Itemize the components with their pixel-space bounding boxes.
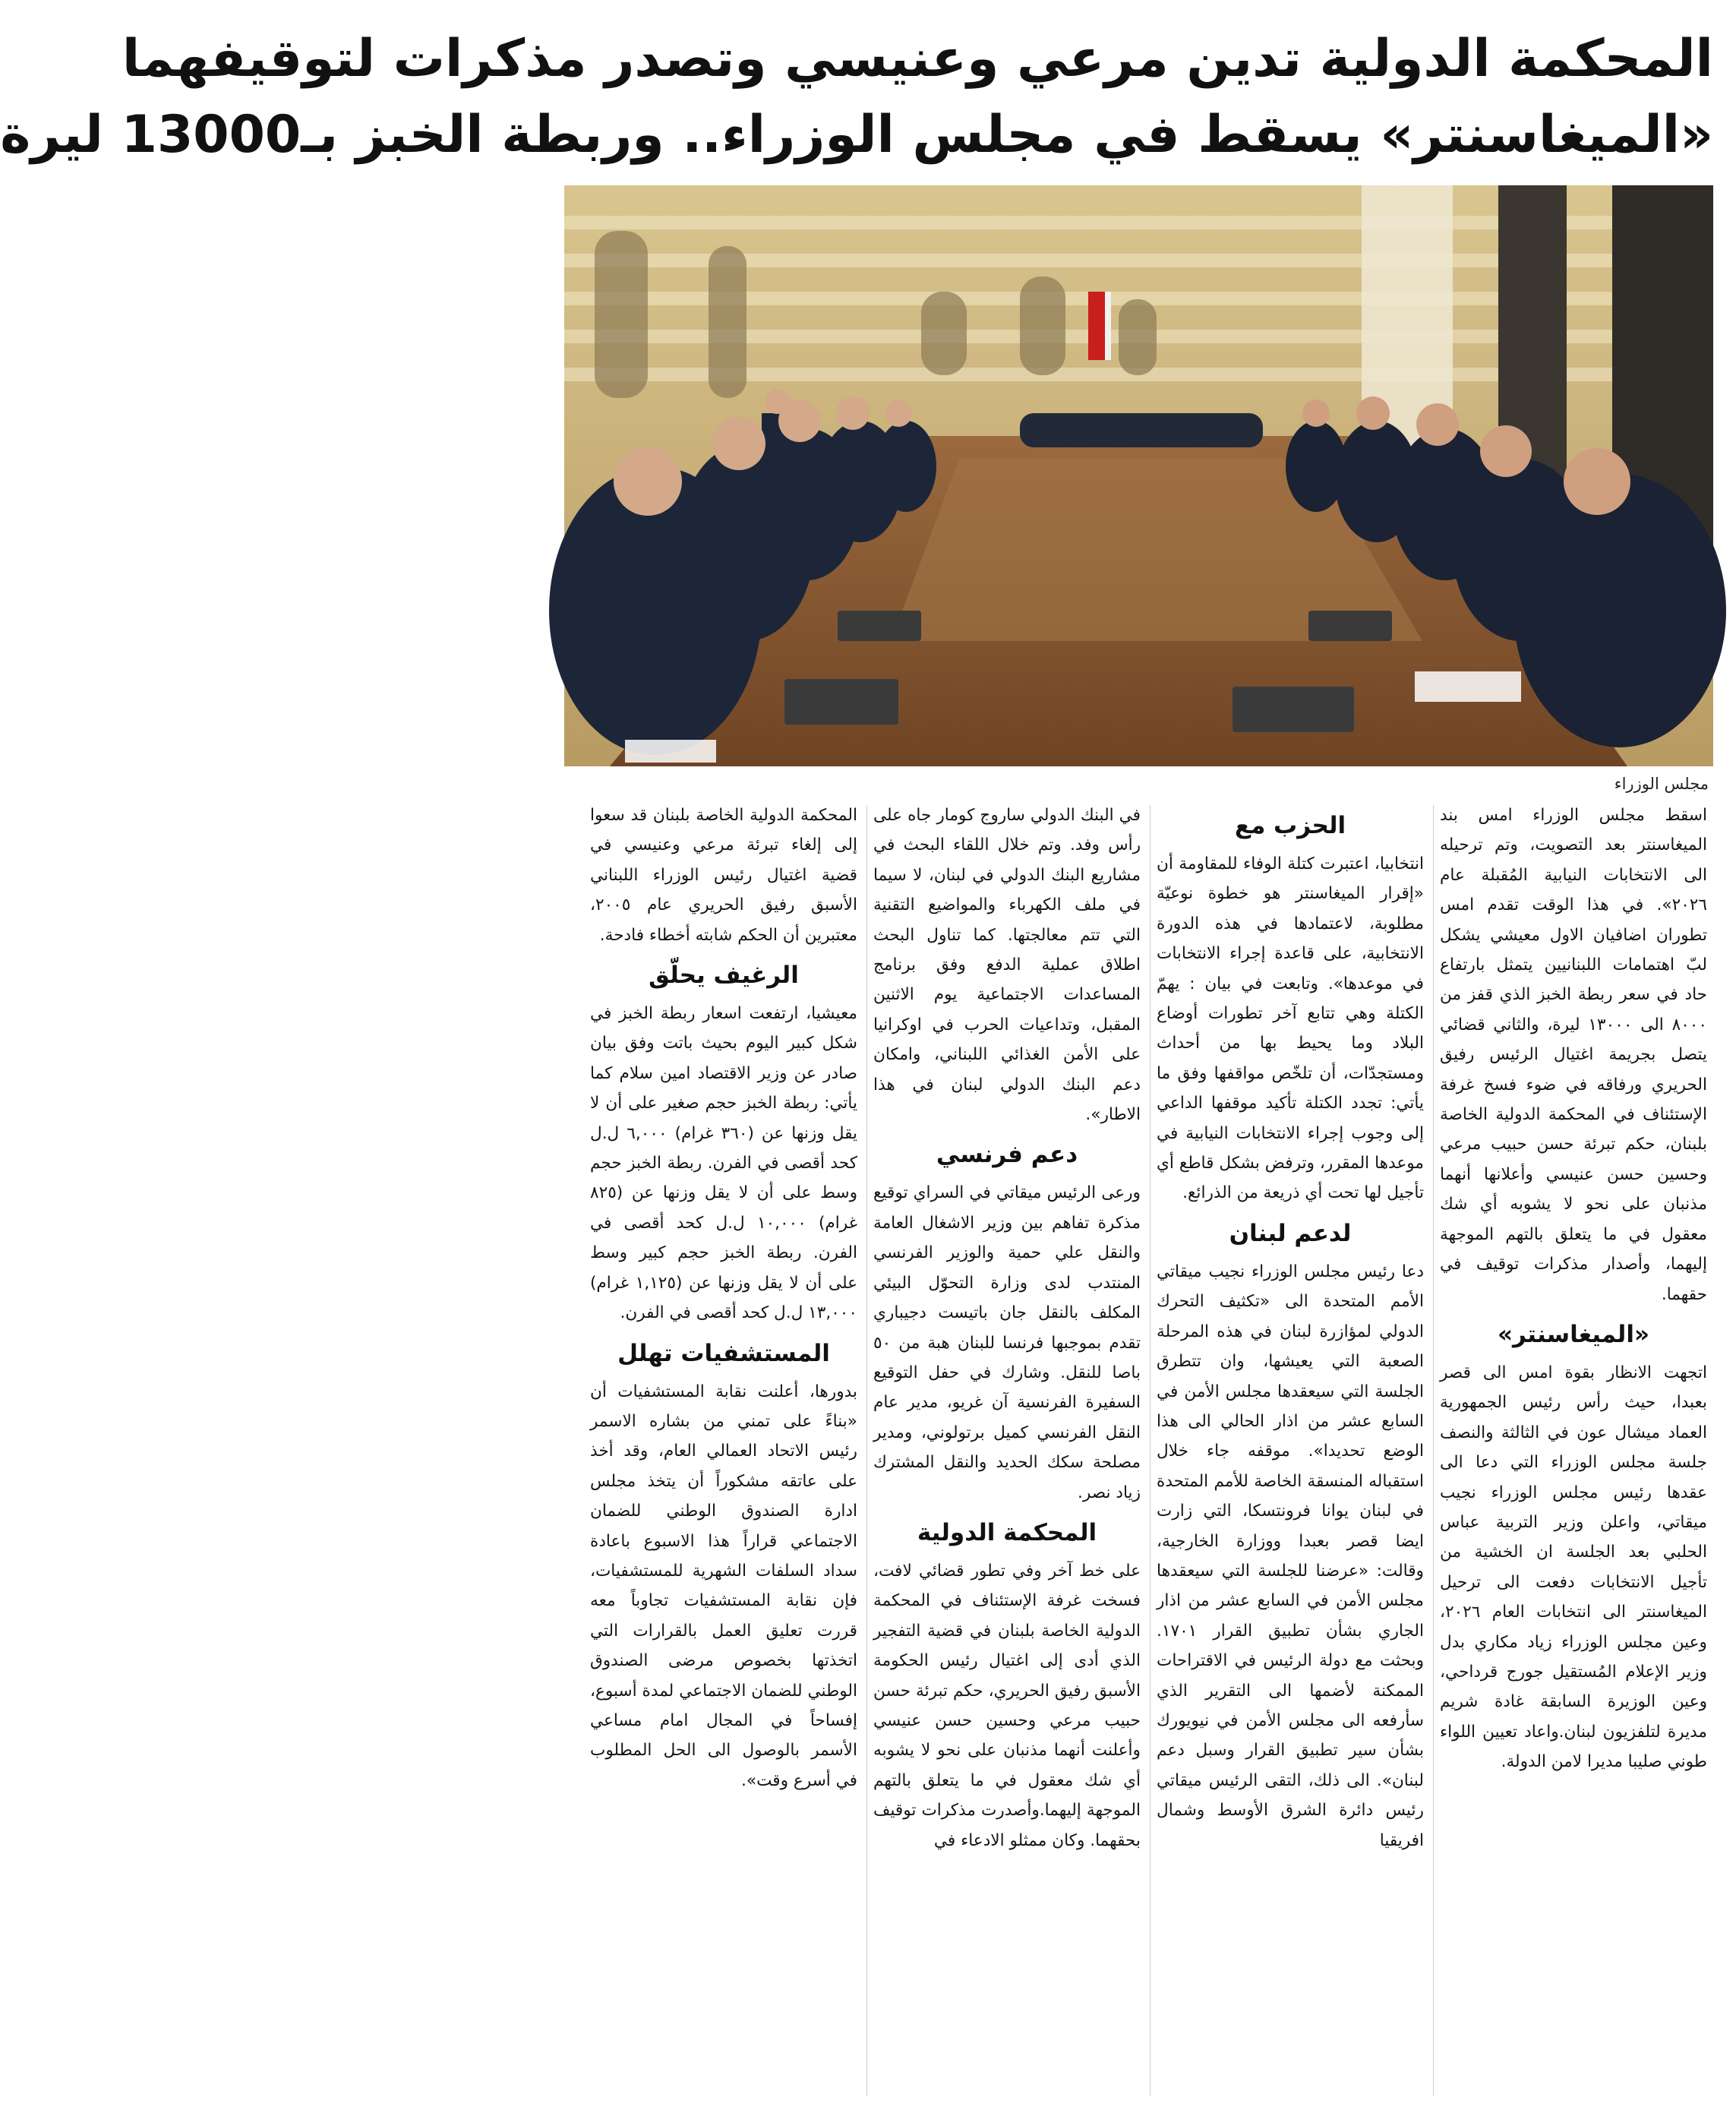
subheading: المحكمة الدولية bbox=[917, 1518, 1097, 1546]
paragraph: انتخابيا، اعتبرت كتلة الوفاء للمقاومة أن «إقرار الميغاسنتر هو خطوة نوعيّة مطلوبة، لاعتمادها في هذه الدورة الانتخابية، على قاعدة إجراء الانتخابات في موعدها». وتابعت في بيان : يهمّ الكتلة وهي تتابع آخر تطورات أوضاع البلاد وما يحيط بها من أحداث ومستجدّات، أن تلخّص مواقفها وفق ما يأتي: تجدد الكتلة تأكيد موقفها الداعي إلى وجوب إجراء الانتخابات النيابية في موعدها المقرر، وترفض بشكل قاطع أي تأجيل لها تحت أي ذريعة من الذرائع. bbox=[1157, 854, 1424, 1203]
paragraph: على خط آخر وفي تطور قضائي لافت، فسخت غرفة الإستئناف في المحكمة الدولية الخاصة بلبنان في قضية التفجير الذي أدى إلى اغتيال رئيس الحكومة الأسبق رفيق الحريري، حكم تبرئة حسن حبيب مرعي وحسين حسن عنيسي وأعلنت أنهما مذنبان على نحو لا يشوبه أي شك معقول في ما يتعلق بالتهم الموجهة إليهما.وأصدرت مذكرات توقيف بحقهما. وكان ممثلو الادعاء في bbox=[873, 1561, 1141, 1850]
article-column-4 bbox=[590, 801, 857, 2101]
subheading: لدعم لبنان bbox=[1229, 1219, 1352, 1247]
column-divider bbox=[1433, 805, 1434, 2096]
paragraph: اسقط مجلس الوزراء امس بند الميغاسنتر بعد التصويت، وتم ترحيله الى الانتخابات النيابية المُقبلة عام ٢٠٢٦». في هذا الوقت تقدم امس تطوران اضافيان الاول معيشي يشكل لبّ اهتمامات اللبنانيين يتمثل بارتفاع حاد في سعر ربطة الخبز الذي قفز من ٨٠٠٠ الى ١٣٠٠٠ ليرة، والثاني قضائي يتصل بجريمة اغتيال الرئيس رفيق الحريري ورفاقه في ضوء فسخ غرفة الإستئناف في المحكمة الدولية الخاصة بلبنان، حكم تبرئة حسن حبيب مرعي وحسين حسن عنيسي وأعلانها أنهما مذنبان على نحو لا يشوبه أي شك معقول في ما يتعلق بالتهم الموجهة إليهما، وأصدار مذكرات توقيف في حقهما. bbox=[1440, 806, 1707, 1304]
news-photo bbox=[564, 185, 1713, 766]
subheading: «الميغاسنتر» bbox=[1498, 1320, 1649, 1348]
headline-line-2: «الميغاسنتر» يسقط في مجلس الوزراء.. وربطة الخبز بـ13000 ليرة bbox=[0, 105, 1713, 165]
headline bbox=[0, 21, 1713, 181]
paragraph: اتجهت الانظار بقوة امس الى قصر بعبدا، حيث رأس رئيس الجمهورية العماد ميشال عون في الثالثة والنصف جلسة مجلس الوزراء التي دعا الى عقدها رئيس مجلس الوزراء نجيب ميقاتي، واعلن وزير التربية عباس الحلبي بعد الجلسة ان الخشية من تأجيل الانتخابات دفعت الى ترحيل الميغاسنتر الى انتخابات العام ٢٠٢٦، وعين مجلس الوزراء زياد مكاري بدل وزير الإعلام المُستقيل جورج قرداحي، وعين الوزيرة السابقة غادة شريم مديرة لتلفزيون لبنان.واعاد تعيين اللواء طوني صليبا مديرا لامن الدولة. bbox=[1440, 1363, 1707, 1772]
subheading: دعم فرنسي bbox=[936, 1141, 1078, 1169]
paragraph: ورعى الرئيس ميقاتي في السراي توقيع مذكرة تفاهم بين وزير الاشغال العامة والنقل علي حمية والوزير الفرنسي المنتدب لدى وزارة التحوّل البيئي المكلف بالنقل جان باتيست دجيباري تقدم بموجبها فرنسا للبنان هبة من ٥٠ باصا للنقل. وشارك في حفل التوقيع السفيرة الفرنسية آن غريو، مدير عام النقل الفرنسي كميل برتولوني، ومدير مصلحة سكك الحديد والنقل المشترك زياد نصر. bbox=[873, 1183, 1141, 1502]
paragraph: معيشيا، ارتفعت اسعار ربطة الخبز في شكل كبير اليوم بحيث باتت وفق بيان صادر عن وزير الاقتصاد امين سلام كما يأتي: ربطة الخبز حجم صغير على أن لا يقل وزنها عن (٣٦٠ غرام) ٦,٠٠٠ ل.ل كحد أقصى في الفرن. ربطة الخبز حجم وسط على أن لا يقل وزنها عن (٨٢٥ غرام) ١٠,٠٠٠ ل.ل كحد أقصى في الفرن. ربطة الخبز حجم كبير وسط على أن لا يقل وزنها عن (١,١٢٥ غرام) ١٣,٠٠٠ ل.ل كحد أقصى في الفرن. bbox=[590, 1004, 858, 1323]
paragraph: في البنك الدولي ساروج كومار جاه على رأس وفد. وتم خلال اللقاء البحث في مشاريع البنك الدولي في لبنان، لا سيما في ملف الكهرباء والمواضيع التقنية التي تتم معالجتها. كما تناول البحث اطلاق عملية الدفع وفق برنامج المساعدات الاجتماعية يوم الاثنين المقبل، وتداعيات الحرب في اوكرانيا على الأمن الغذائي اللبناني، وامكان دعم البنك الدولي لبنان في هذا الاطار». bbox=[873, 806, 1141, 1125]
paragraph: بدورها، أعلنت نقابة المستشفيات أن «بناءً على تمني من بشاره الاسمر رئيس الاتحاد العمالي العام، وقد أخذ على عاتقه مشكوراً أن يتخذ مجلس ادارة الصندوق الوطني للضمان الاجتماعي قراراً هذا الاسبوع باعادة سداد السلفات الشهرية للمستشفيات، فإن نقابة المستشفيات تجاوباً معه قررت تعليق العمل بالقرارات التي اتخذتها بخصوص مرضى الصندوق الوطني للضمان الاجتماعي لمدة أسبوع، إفساحاً في المجال امام مساعي الأسمر بالوصول الى الحل المطلوب في أسرع وقت». bbox=[590, 1382, 857, 1790]
subheading: المستشفيات تهلل bbox=[617, 1339, 830, 1367]
cabinet-meeting-photo bbox=[564, 185, 1713, 766]
column-divider bbox=[866, 805, 867, 2096]
paragraph: المحكمة الدولية الخاصة بلبنان قد سعوا إلى إلغاء تبرئة مرعي وعنيسي في قضية اغتيال رئيس الوزراء اللبناني الأسبق رفيق الحريري عام ٢٠٠٥، معتبرين أن الحكم شابته أخطاء فادحة. bbox=[590, 806, 857, 945]
subheading: الرغيف يحلّق bbox=[649, 962, 799, 990]
photo-caption: مجلس الوزراء bbox=[1614, 775, 1709, 793]
article-column-3 bbox=[873, 801, 1141, 2101]
headline-line-1: المحكمة الدولية تدين مرعي وعنيسي وتصدر مذكرات لتوقيفهما bbox=[122, 29, 1713, 89]
article-column-2 bbox=[1157, 801, 1424, 2101]
article-column-1 bbox=[1440, 801, 1707, 2101]
paragraph: دعا رئيس مجلس الوزراء نجيب ميقاتي الأمم المتحدة الى «تكثيف التحرك الدولي لمؤازرة لبنان في هذه المرحلة الصعبة التي يعيشها، وان تتطرق الجلسة التي سيعقدها مجلس الأمن في السابع عشر من اذار الحالي الى هذا الوضع تحديدا». موقفه جاء خلال استقباله المنسقة الخاصة للأمم المتحدة في لبنان يوانا فرونتسكا، التي زارت ايضا قصر بعبدا ووزارة الخارجية، وقالت: «عرضنا للجلسة التي سيعقدها مجلس الأمن في السابع عشر من اذار الجاري بشأن تطبيق القرار ١٧٠١. وبحثت مع دولة الرئيس في الاقتراحات الممكنة لأضمها الى التقرير الذي سأرفعه الى مجلس الأمن في نيويورك بشأن سير تطبيق القرار وسبل دعم لبنان». الى ذلك، التقى الرئيس ميقاتي رئيس دائرة الشرق الأوسط وشمال افريقيا bbox=[1157, 1262, 1424, 1850]
subheading: الحزب مع bbox=[1234, 812, 1346, 839]
